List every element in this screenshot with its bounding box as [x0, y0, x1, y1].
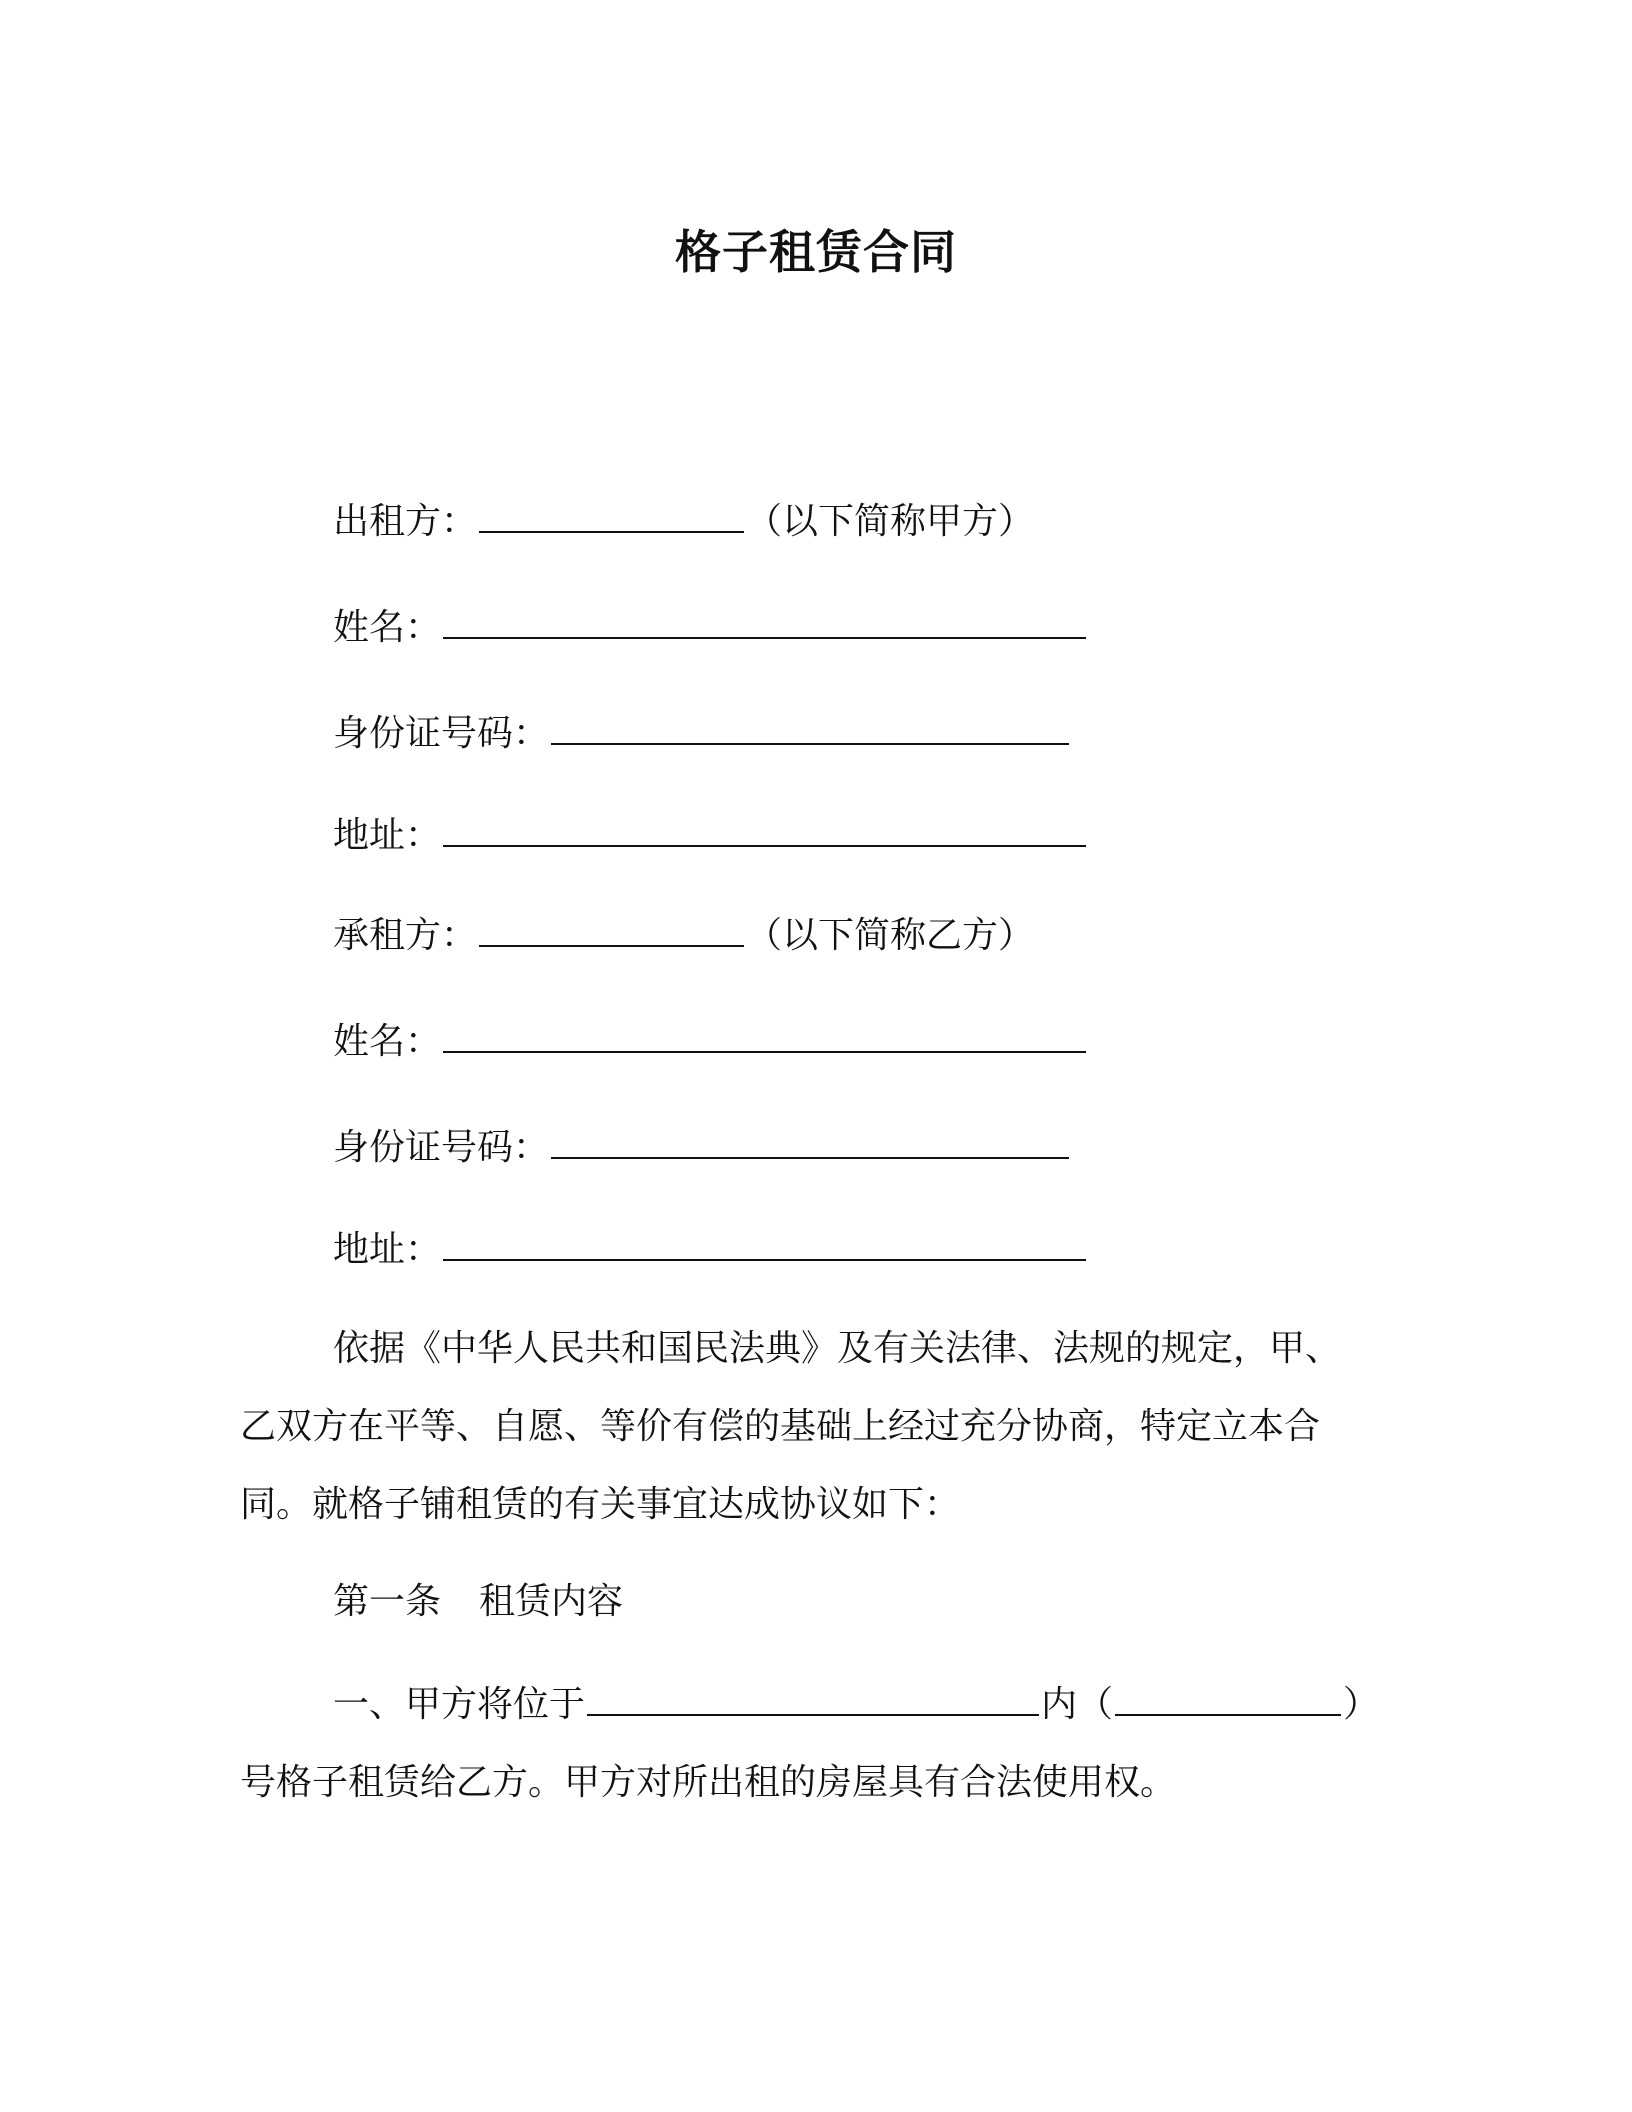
party-a-label: 出租方： [333, 501, 478, 542]
party-b-blank[interactable] [479, 913, 744, 947]
party-a-name-blank[interactable] [443, 605, 1086, 639]
clause-1-middle: 内（ [1041, 1684, 1114, 1725]
party-a-name-line [333, 604, 1088, 652]
party-b-id-line [333, 1124, 1071, 1172]
article-1-title: 租赁内容 [479, 1581, 624, 1622]
party-b-id-blank[interactable] [551, 1125, 1069, 1159]
party-a-address-blank[interactable] [443, 813, 1086, 847]
clause-1-paragraph [240, 1666, 1390, 1822]
party-a-id-line [333, 710, 1071, 758]
party-a-name-label: 姓名： [333, 607, 442, 648]
clause-1-suffix: ） [1343, 1684, 1380, 1725]
party-a-blank[interactable] [479, 499, 744, 533]
party-b-line [333, 912, 1034, 960]
article-1-number: 第一条 [333, 1581, 442, 1622]
party-b-id-label: 身份证号码： [333, 1127, 550, 1168]
party-b-label: 承租方： [333, 915, 478, 956]
preamble-line-3: 同。就格子铺租赁的有关事宜达成协议如下： [240, 1484, 961, 1525]
preamble-line-1: 依据《中华人民共和国民法典》及有关法律、法规的规定，甲、 [333, 1328, 1342, 1369]
party-b-name-blank[interactable] [443, 1019, 1086, 1053]
clause-1-line-2: 号格子租赁给乙方。甲方对所出租的房屋具有合法使用权。 [240, 1762, 1177, 1803]
party-a-suffix: （以下简称甲方） [746, 501, 1035, 542]
party-b-suffix: （以下简称乙方） [746, 915, 1035, 956]
party-b-address-label: 地址： [333, 1229, 442, 1270]
article-1-heading [333, 1578, 623, 1626]
clause-1-number-blank[interactable] [1115, 1682, 1341, 1716]
party-b-address-blank[interactable] [443, 1227, 1086, 1261]
party-b-name-label: 姓名： [333, 1021, 442, 1062]
party-a-id-label: 身份证号码： [333, 713, 550, 754]
party-b-address-line [333, 1226, 1088, 1274]
party-a-address-label: 地址： [333, 815, 442, 856]
document-title: 格子租赁合同 [675, 225, 957, 279]
party-a-line [333, 498, 1034, 546]
clause-1-location-blank[interactable] [587, 1682, 1039, 1716]
preamble-line-2: 乙双方在平等、自愿、等价有偿的基础上经过充分协商，特定立本合 [240, 1406, 1321, 1447]
party-b-name-line [333, 1018, 1088, 1066]
preamble-paragraph [240, 1310, 1390, 1544]
party-a-address-line [333, 812, 1088, 860]
party-a-id-blank[interactable] [551, 711, 1069, 745]
clause-1-prefix: 一、甲方将位于 [333, 1684, 586, 1725]
